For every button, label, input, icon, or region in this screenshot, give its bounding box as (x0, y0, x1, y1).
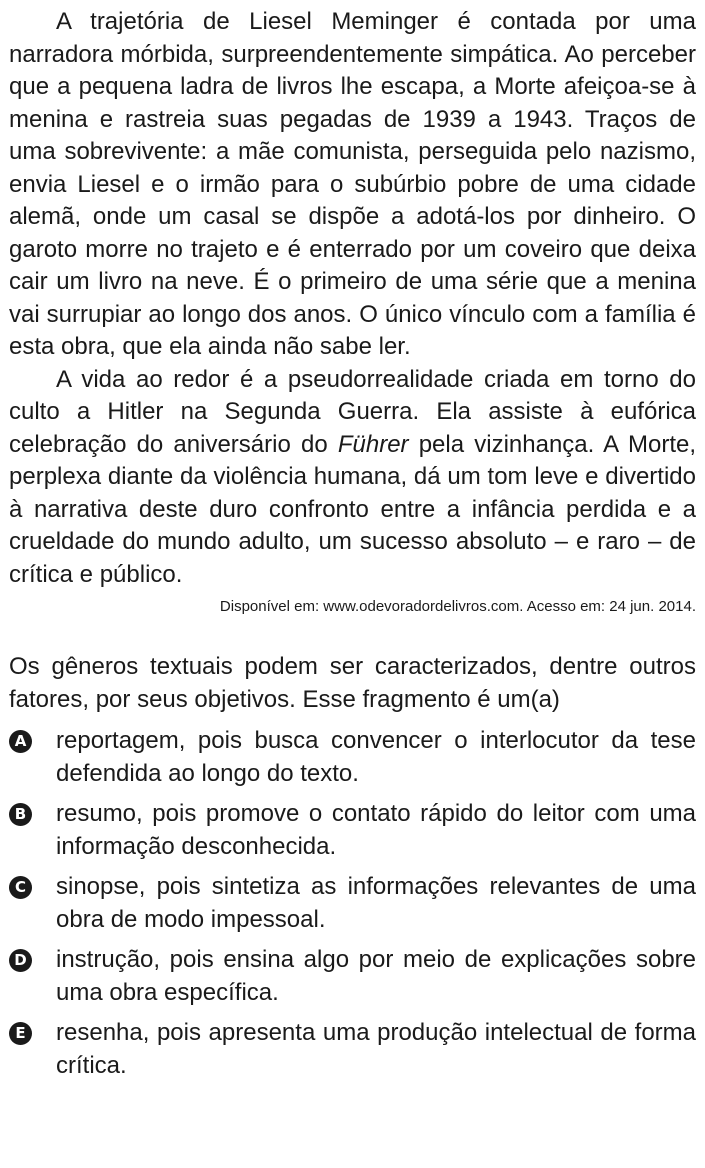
option-e[interactable] (9, 1017, 696, 1082)
passage-paragraph-1: A trajetória de Liesel Meminger é contada por uma narradora mórbida, surpreendentemente simpática. Ao perceber que a pequena ladra de livros lhe escapa, a Morte afeiçoa-se à menina e rastreia suas pegadas de 1939 a 1943. Traços de uma sobrevivente: a mãe comunista, perseguida pelo nazismo, envia Liesel e o irmão para o subúrbio pobre de uma cidade alemã, onde um casal se dispõe a adotá-los por dinheiro. O garoto morre no trajeto e é enterrado por um coveiro que deixa cair um livro na neve. É o primeiro de uma série que a menina vai surrupiar ao longo dos anos. O único vínculo com a família é esta obra, que ela ainda não sabe ler. (9, 8, 696, 360)
fuhrer-italic: Führer (337, 430, 409, 458)
option-e-letter-badge: E (9, 1022, 32, 1045)
passage-paragraph-2-start: A vida ao redor é a pseudorrealidade criada em torno do culto a Hitler na Segunda Guerra. Ela assiste à eufórica celebração do aniversário do (9, 365, 696, 458)
source-citation: Disponível em: www.odevoradordelivros.com. Acesso em: 24 jun. 2014. (219, 598, 696, 615)
option-b-text: resumo, pois promove o contato rápido do leitor com uma informação desconhecida. (56, 800, 696, 860)
option-d-text: instrução, pois ensina algo por meio de explicações sobre uma obra específica. (56, 946, 696, 1006)
passage-paragraph-2-end: pela vizinhança. A Morte, perplexa diante da violência humana, dá um tom leve e divertido à narrativa deste duro confronto entre a infância perdida e a crueldade do mundo adulto, um sucesso absoluto – e raro – de crítica e público. (9, 430, 696, 588)
option-b-letter-badge: B (9, 803, 32, 826)
option-c-letter-badge: C (9, 876, 32, 899)
option-c-text: sinopse, pois sintetiza as informações relevantes de uma obra de modo impessoal. (56, 873, 696, 933)
option-d[interactable] (9, 944, 696, 1009)
option-a-text: reportagem, pois busca convencer o interlocutor da tese defendida ao longo do texto. (56, 727, 696, 787)
option-c[interactable] (9, 871, 696, 936)
answer-options (9, 725, 696, 1082)
option-b[interactable] (9, 798, 696, 863)
question-page (9, 6, 696, 1090)
question-stem: Os gêneros textuais podem ser caracterizados, dentre outros fatores, por seus objetivos. Esse fragmento é um(a) (9, 653, 696, 713)
option-d-letter-badge: D (9, 949, 32, 972)
passage-paragraph-2 (9, 364, 696, 592)
option-a-letter-badge: A (9, 730, 32, 753)
option-a[interactable] (9, 725, 696, 790)
option-e-text: resenha, pois apresenta uma produção intelectual de forma crítica. (56, 1019, 696, 1079)
